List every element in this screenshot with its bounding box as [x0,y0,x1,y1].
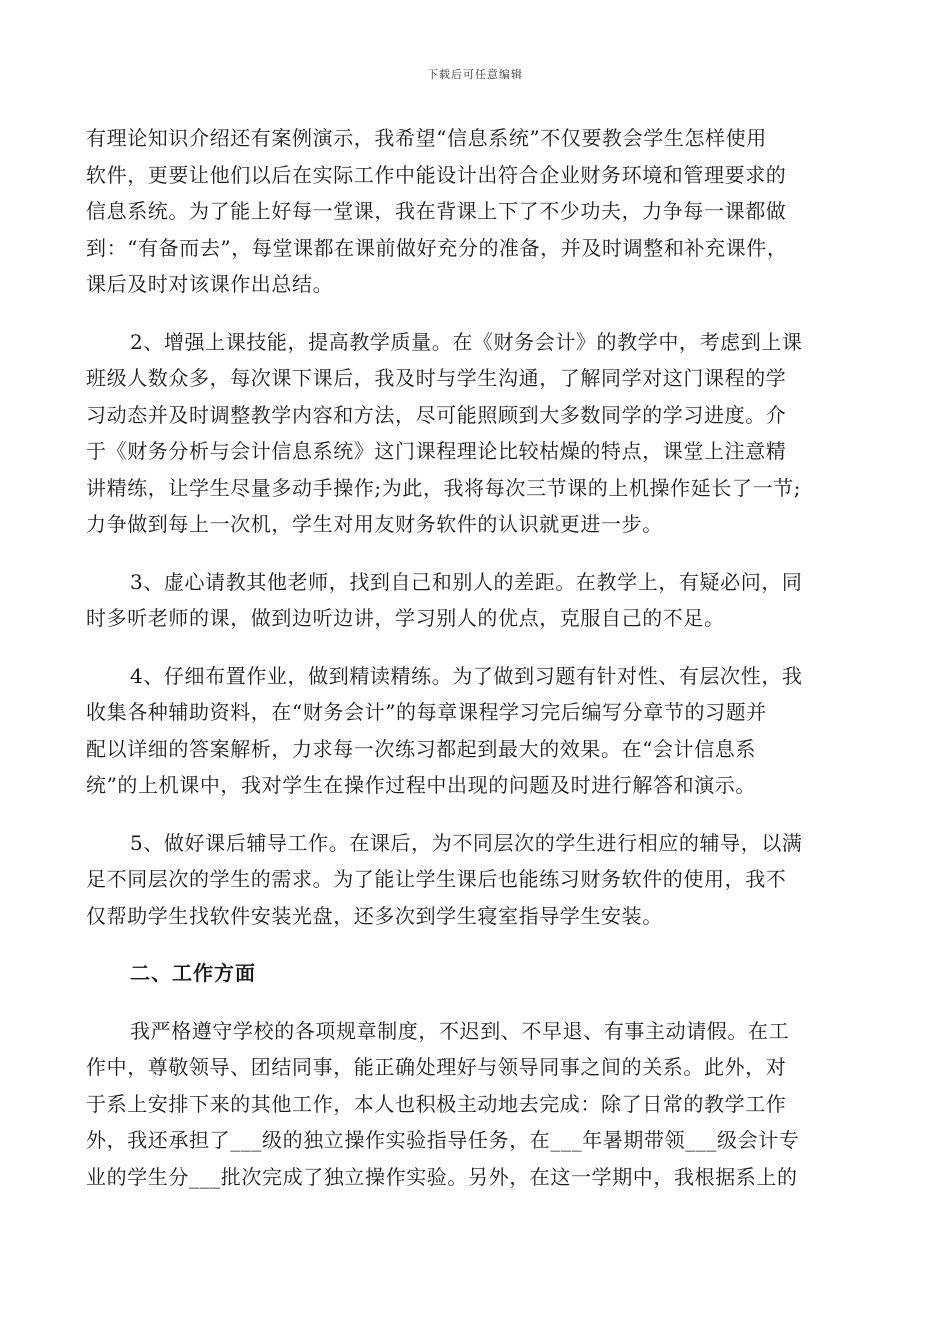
paragraph [86,324,862,543]
text-line: 业的学生分___批次完成了独立操作实验。另外，在这一学期中，我根据系上的 [86,1164,798,1189]
text-line: 力争做到每上一次机，学生对用友财务软件的认识就更进一步。 [86,512,663,536]
text-line: 讲精练，让学生尽量多动手操作;为此，我将每次三节课的上机操作延长了一节; [86,475,802,500]
text-line: 外，我还承担了___级的独立操作实验指导任务，在___年暑期带领___级会计专 [86,1128,800,1152]
paragraph [86,120,862,303]
document-body [86,120,862,1195]
text-line: 统”的上机课中，我对学生在操作过程中出现的问题及时进行解答和演示。 [86,773,757,797]
text-line: 时多听老师的课，做到边听边讲，学习别人的优点，克服自己的不足。 [86,606,725,630]
paragraph-gap [86,992,862,1013]
text-line: 习动态并及时调整教学内容和方法，尽可能照顾到大多数同学的学习进度。介 [86,402,787,427]
text-line: 收集各种辅助资料，在“财务会计”的每章课程学习完后编写分章节的习题并 [86,700,767,724]
section-heading [86,955,862,992]
page-header-note: 下载后可任意编辑 [427,68,523,81]
text-line: 有理论知识介绍还有案例演示，我希望“信息系统”不仅要教会学生怎样使用 [86,126,767,150]
text-line: 3、虚心请教其他老师，找到自己和别人的差距。在教学上，有疑必问，同 [130,569,803,594]
paragraph-gap [86,934,862,955]
paragraph [86,1013,862,1196]
text-line: 仅帮助学生找软件安装光盘，还多次到学生寝室指导学生安装。 [86,903,663,928]
paragraph-gap [86,303,862,324]
text-line: 信息系统。为了能上好每一堂课，我在背课上下了不少功夫，力争每一课都做 [86,199,787,223]
text-line: 4、仔细布置作业，做到精读精练。为了做到习题有针对性、有层次性，我 [130,663,803,688]
paragraph-gap [86,543,862,564]
text-line: 于《财务分析与会计信息系统》这门课程理论比较枯燥的特点，课堂上注意精 [86,439,787,463]
text-line: 足不同层次的学生的需求。为了能让学生课后也能练习财务软件的使用，我不 [86,867,787,891]
text-line: 班级人数众多，每次课下课后，我及时与学生沟通，了解同学对这门课程的学 [86,366,787,390]
paragraph [86,658,862,804]
text-line: 于系上安排下来的其他工作，本人也积极主动地去完成：除了日常的教学工作 [86,1091,787,1116]
text-line: 我严格遵守学校的各项规章制度，不迟到、不早退、有事主动请假。在工 [130,1018,790,1043]
text-line: 课后及时对该课作出总结。 [86,272,334,296]
paragraph-gap [86,637,862,658]
text-line: 到：“有备而去”，每堂课都在课前做好充分的准备，并及时调整和补充课件， [86,235,788,260]
paragraph [86,825,862,935]
text-line: 5、做好课后辅导工作。在课后，为不同层次的学生进行相应的辅导，以满 [130,830,803,855]
text-line: 作中，尊敬领导、团结同事，能正确处理好与领导同事之间的关系。此外，对 [86,1055,787,1079]
heading-line: 二、工作方面 [130,961,256,985]
paragraph [86,564,862,637]
text-line: 配以详细的答案解析，力求每一次练习都起到最大的效果。在“会计信息系 [86,736,757,761]
text-line: 2、增强上课技能，提高教学质量。在《财务会计》的教学中，考虑到上课 [130,329,803,354]
text-line: 软件，更要让他们以后在实际工作中能设计出符合企业财务环境和管理要求的 [86,162,787,187]
paragraph-gap [86,804,862,825]
